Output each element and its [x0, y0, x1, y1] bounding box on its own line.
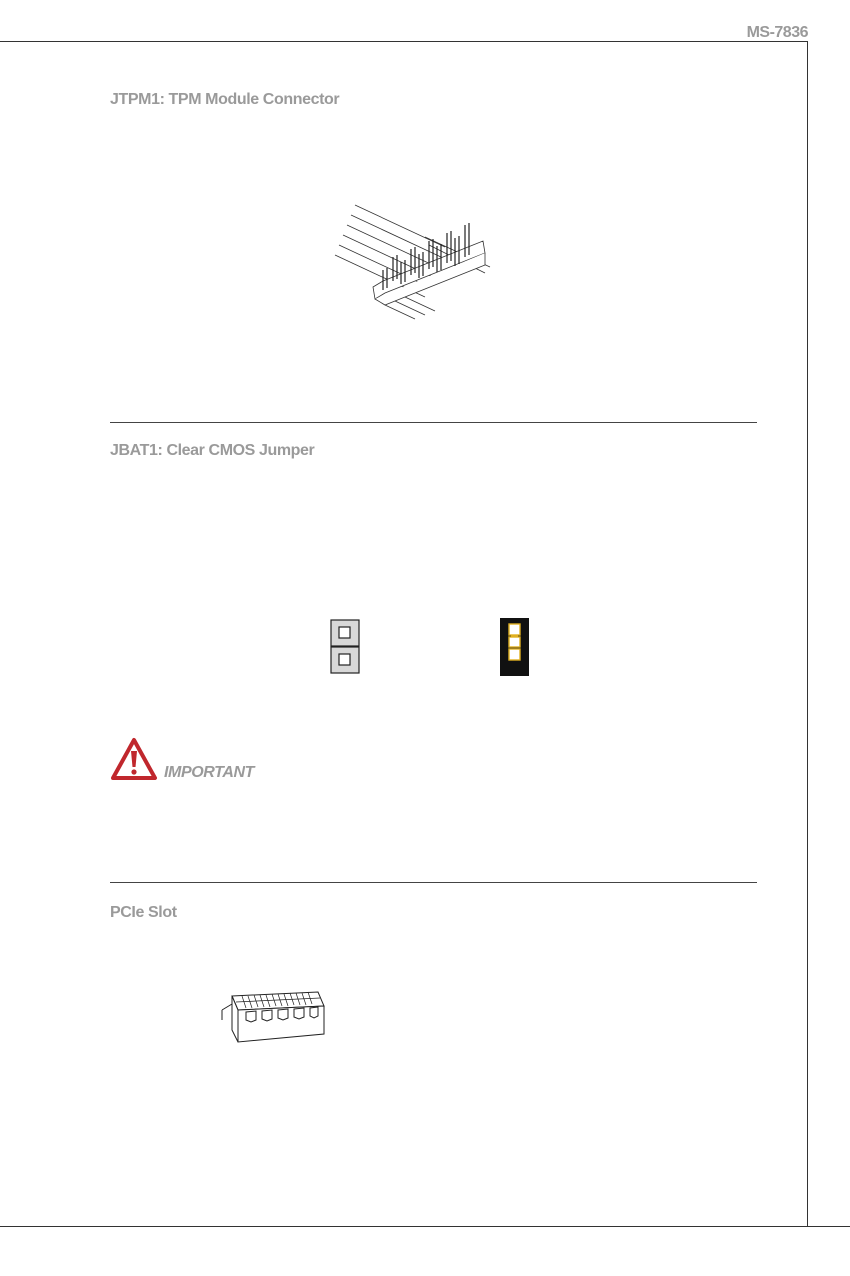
pcie-slot-icon	[218, 990, 328, 1046]
page-edge-rule	[807, 41, 808, 1227]
model-number: MS-7836	[746, 24, 808, 41]
warning-triangle-icon	[110, 737, 158, 781]
section-divider	[110, 422, 757, 423]
tpm-section-title: JTPM1: TPM Module Connector	[110, 91, 340, 108]
header-rule	[0, 41, 808, 42]
cmos-section-title: JBAT1: Clear CMOS Jumper	[110, 442, 315, 459]
section-divider	[110, 882, 757, 883]
important-label: IMPORTANT	[164, 764, 255, 781]
footer-rule	[0, 1226, 850, 1227]
pin-header-connector-icon	[325, 195, 500, 320]
jumper-clear-icon	[500, 618, 529, 676]
pcie-section-title: PCIe Slot	[110, 904, 177, 921]
jumper-open-icon	[330, 619, 360, 675]
